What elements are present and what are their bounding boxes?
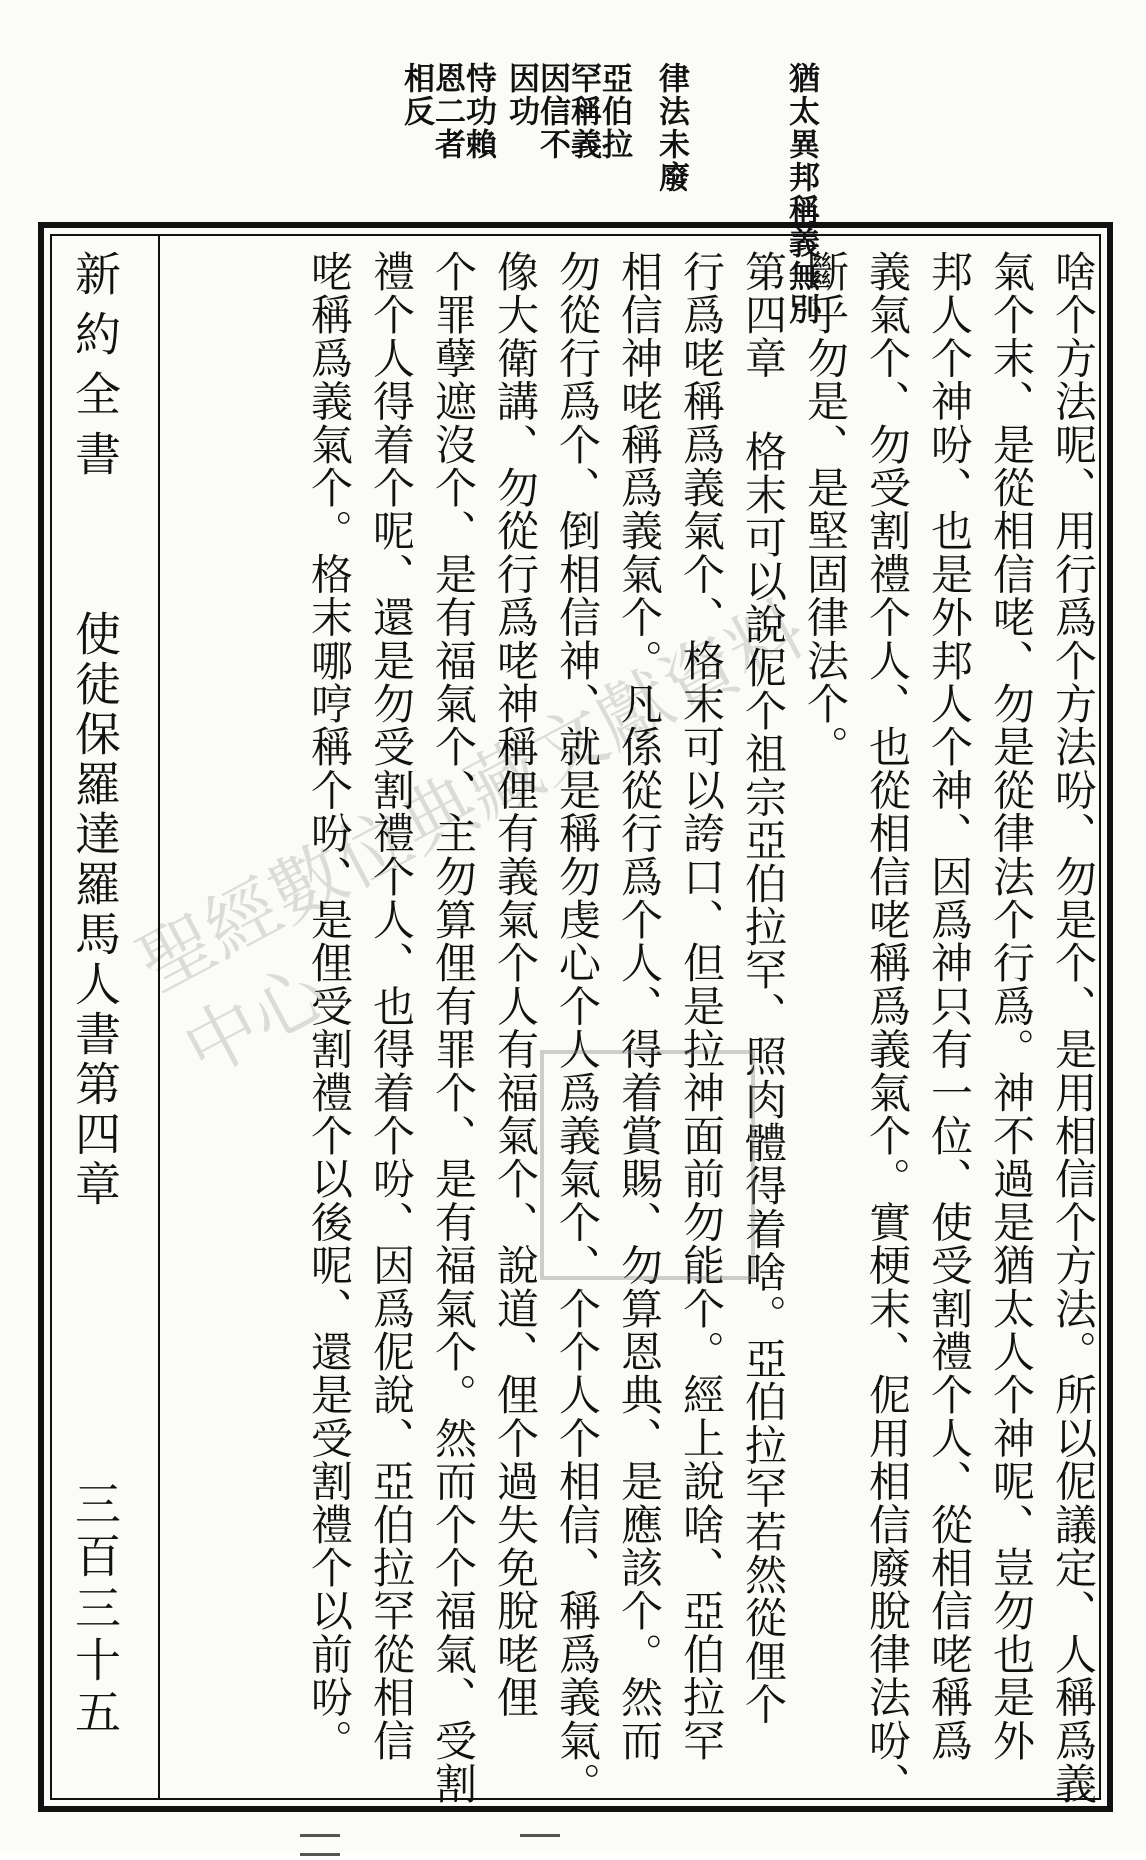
page-number: 三百三十五 bbox=[68, 1480, 122, 1740]
library-seal bbox=[540, 1050, 755, 1280]
text-column: 義氣个、勿受割禮个人、也從相信咾稱爲義氣个。實梗末、伲用相信廢脫律法吩、 bbox=[863, 250, 912, 1806]
text-column: 像大衛講、勿從行爲咾神稱俚有義氣个人有福氣个、說道、俚个過失免脫咾俚 bbox=[491, 250, 540, 1719]
margin-note: 律法未廢 bbox=[653, 62, 689, 194]
text-column: 邦人个神吩、也是外邦人个神、因爲神只有一位、使受割禮个人、從相信咾稱爲 bbox=[925, 250, 974, 1762]
margin-note: 恃功賴恩二者相反 bbox=[398, 62, 496, 161]
text-column: 斷乎勿是、是堅固律法个。 bbox=[801, 250, 850, 769]
text-column: 相信神咾稱爲義氣个。凡係從行爲个人、得着賞賜、勿算恩典、是應該个。然而 bbox=[615, 250, 664, 1762]
text-column: 禮个人得着个呢、還是勿受割禮个人、也得着个吩、因爲伲說、亞伯拉罕從相信 bbox=[367, 250, 416, 1762]
chapter-heading: 使徒保羅達羅馬人書第四章 bbox=[68, 610, 122, 1210]
watermark: 聖經數位典藏文獻資料中心 bbox=[124, 585, 819, 1095]
text-column: 氣个末、是從相信咾、勿是從律法个行爲。神不過是猶太人个神呢、豈勿也是外 bbox=[987, 250, 1036, 1762]
edge-divider bbox=[158, 236, 160, 1798]
margin-note: 亞伯拉罕稱義因信不因功 bbox=[503, 62, 632, 161]
text-column: 个罪孽遮沒个、是有福氣个、主勿算俚有罪个、是有福氣个。然而个个福氣、受割 bbox=[429, 250, 478, 1806]
bottom-edge-marks bbox=[300, 1822, 860, 1826]
text-column: 勿從行爲个、倒相信神、就是稱勿虔心个人爲義氣个、个个人个相信、稱爲義氣。 bbox=[553, 250, 602, 1806]
text-column: 啥个方法呢、用行爲个方法吩、勿是个、是用相信个方法。所以伲議定、人稱爲義 bbox=[1049, 250, 1098, 1806]
margin-note: 猶太異邦稱義無別 bbox=[783, 62, 819, 326]
text-column: 行爲咾稱爲義氣个、格末可以誇口、但是拉神面前勿能个。經上說啥、亞伯拉罕 bbox=[677, 250, 726, 1762]
book-title: 新約全書 bbox=[68, 250, 122, 490]
text-column: 第四章 格末可以說伲个祖宗亞伯拉罕、照肉體得着啥。亞伯拉罕若然從俚个 bbox=[739, 250, 788, 1726]
text-column: 咾稱爲義氣个。格末哪哼稱个吩、是俚受割禮个以後呢、還是受割禮个以前吩。 bbox=[305, 250, 354, 1762]
